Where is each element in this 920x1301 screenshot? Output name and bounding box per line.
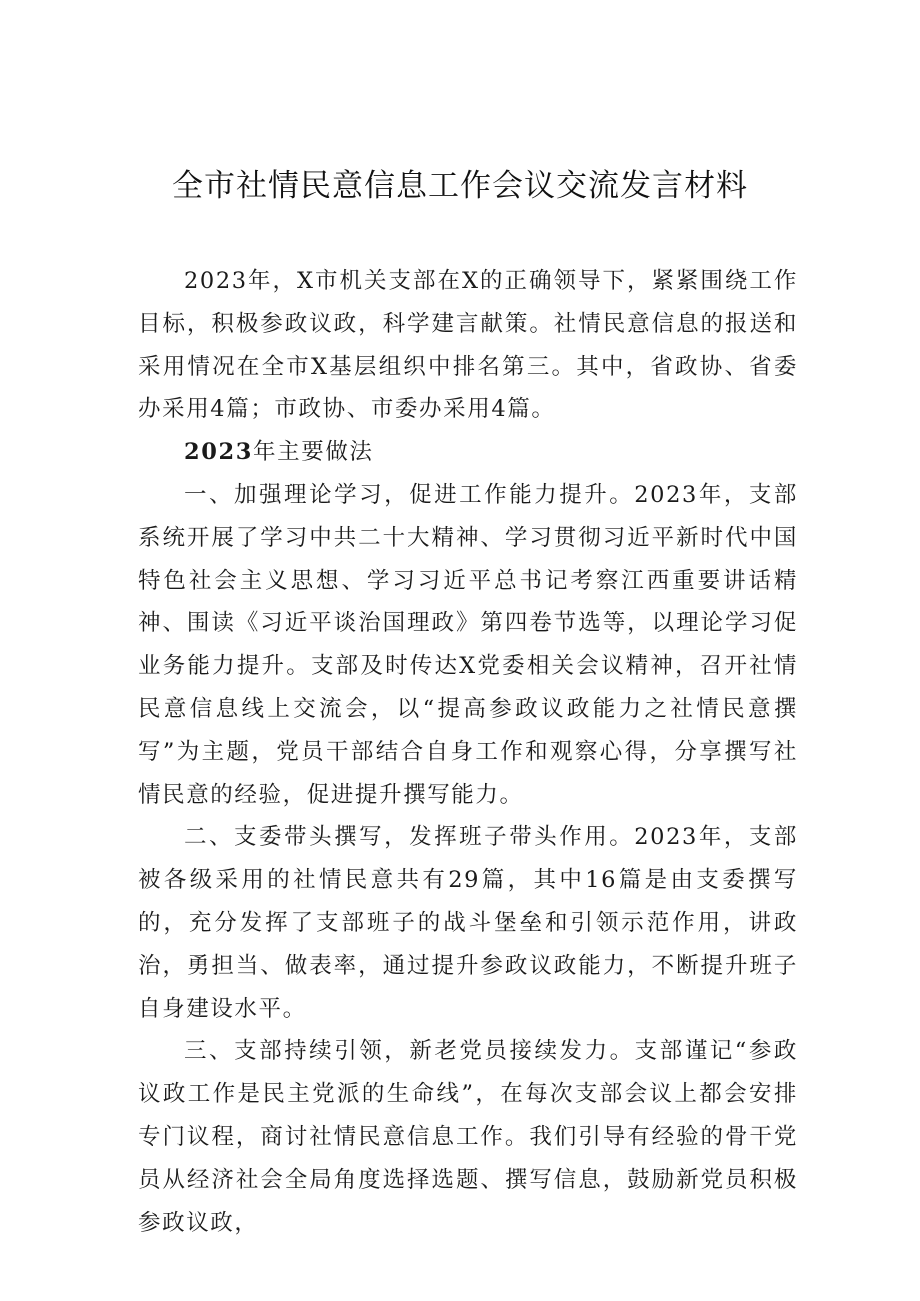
document-body — [138, 260, 798, 1244]
document-title: 全市社情民意信息工作会议交流发言材料 — [172, 168, 748, 204]
paragraph-leadership: 三、支部持续引领，新老党员接续发力。支部谨记“参政议政工作是民主党派的生命线”，在每次支部会议上都会安排专门议程，商讨社情民意信息工作。我们引导有经验的骨干党员从经济社会全局角度选择选题、撰写信息，鼓励新党员积极参政议政， — [138, 1038, 798, 1236]
paragraph-study: 一、加强理论学习，促进工作能力提升。2023年，支部系统开展了学习中共二十大精神、学习贯彻习近平新时代中国特色社会主义思想、学习习近平总书记考察江西重要讲话精神、围读《习近平谈治国理政》第四卷节选等，以理论学习促业务能力提升。支部及时传达X党委相关会议精神，召开社情民意信息线上交流会，以“提高参政议政能力之社情民意撰写”为主题，党员干部结合自身工作和观察心得，分享撰写社情民意的经验，促进提升撰写能力。 — [138, 481, 798, 808]
section-heading — [138, 431, 798, 474]
intro-paragraph: 2023年，X市机关支部在X的正确领导下，紧紧围绕工作目标，积极参政议政，科学建言献策。社情民意信息的报送和采用情况在全市X基层组织中排名第三。其中，省政协、省委办采用4篇；市政协、市委办采用4篇。 — [138, 268, 798, 423]
section-heading-text: 年主要做法 — [253, 439, 374, 466]
section-heading-year: 2023 — [184, 439, 254, 466]
paragraph-committee: 二、支委带头撰写，发挥班子带头作用。2023年，支部被各级采用的社情民意共有29篇，其中16篇是由支委撰写的，充分发挥了支部班子的战斗堡垒和引领示范作用，讲政治，勇担当、做表率，通过提升参政议政能力，不断提升班子自身建设水平。 — [138, 824, 798, 1022]
